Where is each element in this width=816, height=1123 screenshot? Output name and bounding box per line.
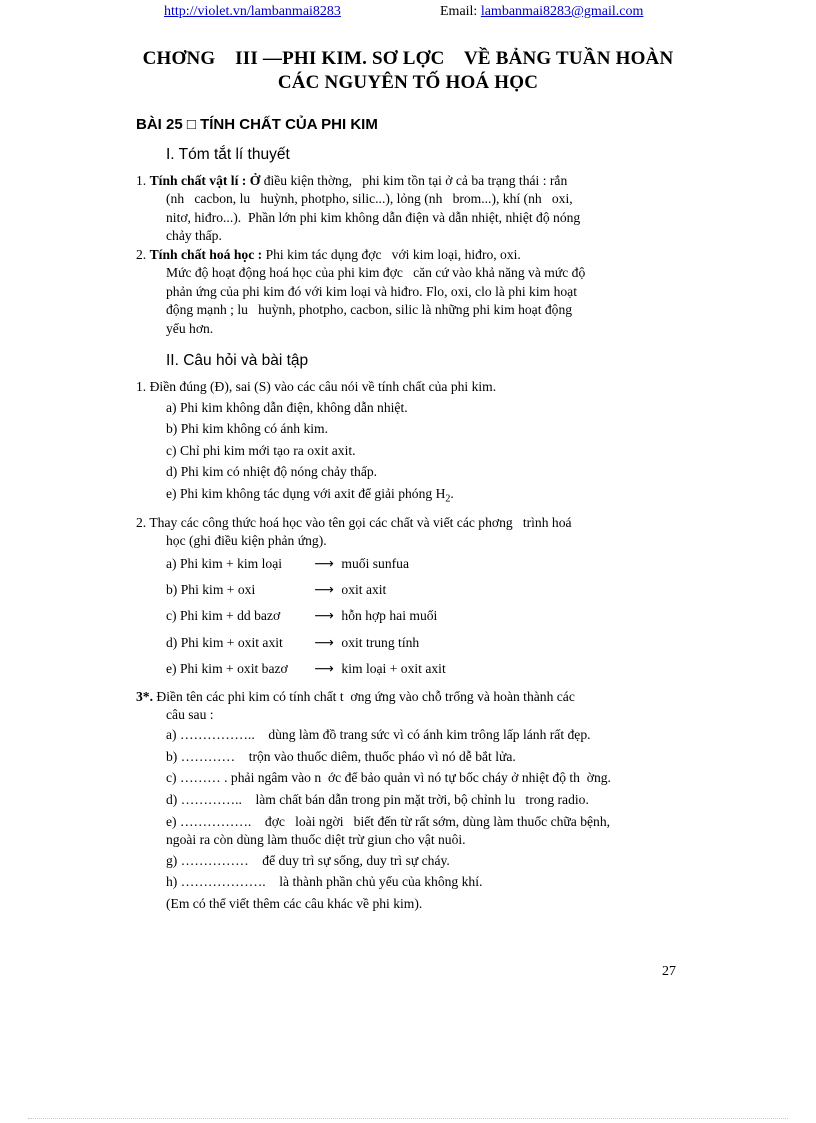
q3-item-e-line2: ngoài ra còn dùng làm thuốc diệt trừ giun cho vật nuôi.	[166, 832, 466, 848]
q1-item-e-end: .	[450, 486, 454, 501]
question-2	[136, 514, 681, 551]
theory-chemical	[136, 246, 681, 338]
q2-c-right: hỗn hợp hai muối	[341, 608, 438, 623]
q1-item-d: d) Phi kim có nhiệt độ nóng chảy thấp.	[166, 464, 378, 479]
chapter-title-line1: CHƠNG III —PHI KIM. SƠ LỢC VỀ BẢNG TUẦN HOÀN	[142, 48, 674, 69]
q3-item-e-line1: e) ……………. đợc loài ngời biết đến từ rất sớm, dùng làm thuốc chữa bệnh,	[166, 814, 611, 829]
q2-d-left: d) Phi kim + oxit axit	[166, 635, 283, 650]
arrow-icon: ⟶	[314, 582, 334, 598]
question-3	[136, 688, 681, 725]
q1-text: Điền đúng (Đ), sai (S) vào các câu nói về tính chất của phi kim.	[149, 379, 497, 394]
email-link[interactable]: lambanmai8283@gmail.com	[480, 4, 644, 19]
q2-a-left: a) Phi kim + kim loại	[166, 556, 283, 571]
q3-item-b: b) ………… trộn vào thuốc diêm, thuốc pháo vì nó dễ bắt lửa.	[166, 749, 516, 764]
q2-c-left: c) Phi kim + dd bazơ	[166, 608, 281, 623]
q2-b-left: b) Phi kim + oxi	[166, 582, 256, 597]
q1-item-e-sub: 2	[445, 493, 451, 505]
q3-item-g: g) …………… để duy trì sự sống, duy trì sự cháy.	[166, 853, 450, 868]
q2-d-right: oxit trung tính	[341, 635, 420, 650]
theory-1-label: Tính chất vật lí :	[149, 173, 247, 188]
q2-line2: học (ghi điều kiện phản ứng).	[166, 533, 327, 549]
q1-item-a: a) Phi kim không dẫn điện, không dẫn nhiệt.	[166, 400, 408, 415]
theory-1-o: Ở	[249, 173, 261, 188]
q1-item-c: c) Chỉ phi kim mới tạo ra oxit axit.	[166, 443, 356, 458]
q3-note: (Em có thể viết thêm các câu khác về phi kim).	[166, 896, 423, 911]
theory-2-line5: yếu hơn.	[166, 320, 214, 336]
chapter-title	[100, 47, 716, 95]
theory-1-line2: (nh cacbon, lu huỳnh, photpho, silic...), lỏng (nh brom...), khí (nh oxi,	[166, 191, 573, 207]
arrow-icon: ⟶	[314, 608, 334, 624]
theory-2-line2: Mức độ hoạt động hoá học của phi kim đợc căn cứ vào khả năng và mức độ	[166, 265, 586, 281]
theory-2-num: 2.	[136, 247, 147, 262]
q3-item-c: c) ……… . phải ngâm vào n ớc để bảo quản vì nó tự bốc cháy ở nhiệt độ th ờng.	[166, 770, 611, 785]
q2-num: 2.	[136, 515, 147, 530]
theory-1-line4: chảy thấp.	[166, 228, 222, 244]
theory-1-line1: điều kiện thờng, phi kim tồn tại ở cả ba trạng thái : rắn	[263, 173, 568, 188]
section-2-title: II. Câu hỏi và bài tập	[166, 352, 309, 369]
q2-e-right: kim loại + oxit axit	[341, 661, 446, 676]
q2-reaction-d	[166, 635, 419, 651]
theory-2-text: Phi kim tác dụng đợc với kim loại, hiđro, oxi.	[265, 247, 521, 262]
section-1-title: I. Tóm tắt lí thuyết	[166, 146, 290, 163]
page-number: 27	[662, 964, 676, 979]
arrow-icon: ⟶	[314, 635, 334, 651]
q2-a-right: muối sunfua	[341, 556, 409, 571]
q3-item-d: d) ………….. làm chất bán dẫn trong pin mặt trời, bộ chỉnh lu trong radio.	[166, 792, 589, 807]
violet-link[interactable]: http://violet.vn/lambanmai8283	[164, 4, 341, 19]
q1-item-e-text: e) Phi kim không tác dụng với axit để giải phóng H	[166, 486, 446, 501]
theory-physical	[136, 172, 681, 246]
q3-item-h: h) ………………. là thành phần chủ yếu của không khí.	[166, 874, 483, 889]
theory-2-line3: phản ứng của phi kim đó với kim loại và hiđro. Flo, oxi, clo là phi kim hoạt	[166, 283, 577, 299]
q1-item-b: b) Phi kim không có ánh kim.	[166, 421, 328, 436]
chapter-title-line2: CÁC NGUYÊN TỐ HOÁ HỌC	[277, 72, 539, 93]
q1-num: 1.	[136, 379, 147, 394]
email-label: Email:	[440, 4, 478, 19]
q3-item-e	[166, 813, 681, 850]
arrow-icon: ⟶	[314, 556, 334, 572]
q2-b-right: oxit axit	[341, 582, 387, 597]
q3-line2: câu sau :	[166, 707, 214, 723]
q3-line1: Điền tên các phi kim có tính chất t ơng ứng vào chỗ trống và hoàn thành các	[156, 689, 575, 704]
arrow-icon: ⟶	[314, 661, 334, 677]
theory-2-label: Tính chất hoá học :	[149, 247, 263, 262]
q2-reaction-b	[166, 582, 386, 598]
q2-line1: Thay các công thức hoá học vào tên gọi các chất và viết các phơng trình hoá	[149, 515, 572, 530]
question-1	[136, 378, 681, 396]
lesson-title: BÀI 25 □ TÍNH CHẤT CỦA PHI KIM	[136, 116, 378, 133]
theory-2-line4: động mạnh ; lu huỳnh, photpho, cacbon, silic là những phi kim hoạt động	[166, 302, 573, 318]
theory-1-num: 1.	[136, 173, 147, 188]
header-email	[440, 4, 643, 20]
page-bottom-divider	[28, 1118, 788, 1119]
q3-item-a: a) …………….. dùng làm đồ trang sức vì có ánh kim trông lấp lánh rất đẹp.	[166, 727, 591, 742]
q2-reaction-a	[166, 556, 409, 572]
q2-reaction-c	[166, 608, 437, 624]
q1-item-e	[166, 486, 454, 505]
q3-num: 3*.	[136, 689, 153, 704]
q2-reaction-e	[166, 661, 446, 677]
q2-e-left: e) Phi kim + oxit bazơ	[166, 661, 288, 676]
theory-1-line3: nitơ, hiđro...). Phần lớn phi kim không dẫn điện và dẫn nhiệt, nhiệt độ nóng	[166, 209, 581, 225]
header-link[interactable]	[164, 4, 341, 20]
